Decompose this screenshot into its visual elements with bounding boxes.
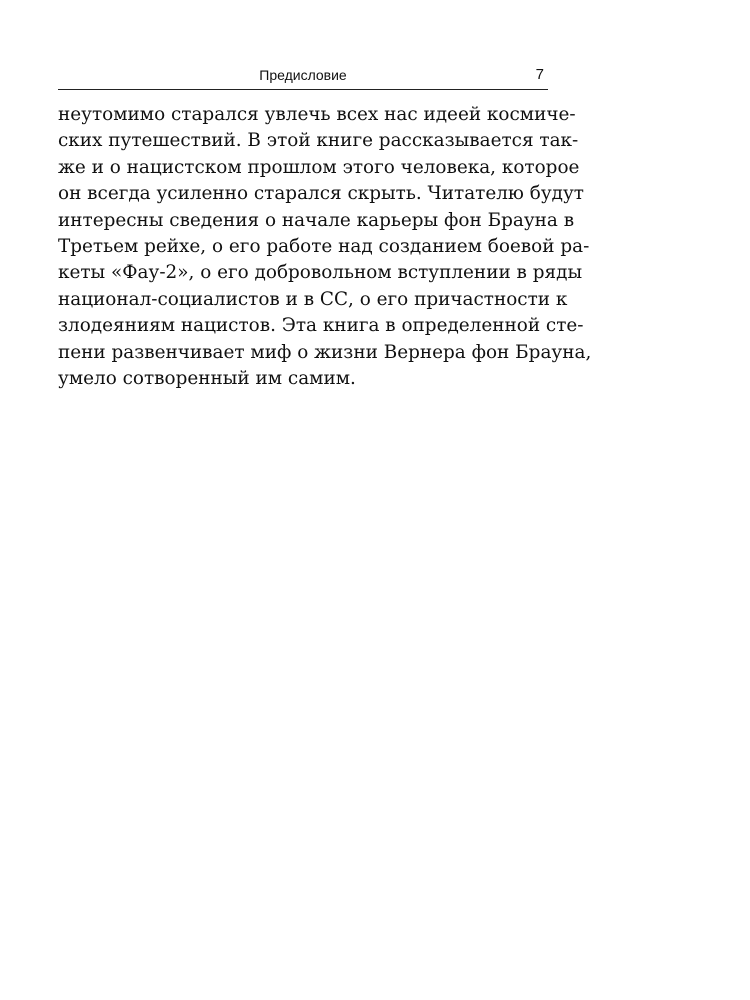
text-line: Третьем рейхе, о его работе над созданием боевой ра- — [58, 235, 590, 257]
text-line: же и о нацистском прошлом этого человека, которое — [58, 156, 580, 178]
text-line: он всегда усиленно старался скрыть. Читателю будут — [58, 183, 584, 205]
text-line: национал-социалистов и в СС, о его причастности к — [58, 288, 568, 310]
header-rule — [58, 89, 548, 90]
text-line: кеты «Фау-2», о его добровольном вступлении в ряды — [58, 262, 583, 284]
page-number: 7 — [535, 66, 544, 83]
text-line: злодеяниям нацистов. Эта книга в определенной сте- — [58, 315, 584, 337]
text-line: ских путешествий. В этой книге рассказывается так- — [58, 130, 579, 152]
text-line: умело сотворенный им самим. — [58, 367, 356, 389]
text-line: пени развенчивает миф о жизни Вернера фон Брауна, — [58, 341, 592, 363]
running-title: Предисловие — [259, 67, 347, 83]
running-header — [58, 64, 548, 90]
text-line: интересны сведения о начале карьеры фон Брауна в — [58, 209, 575, 231]
body-text — [58, 102, 592, 392]
text-line: неутомимо старался увлечь всех нас идеей космиче- — [58, 104, 576, 125]
